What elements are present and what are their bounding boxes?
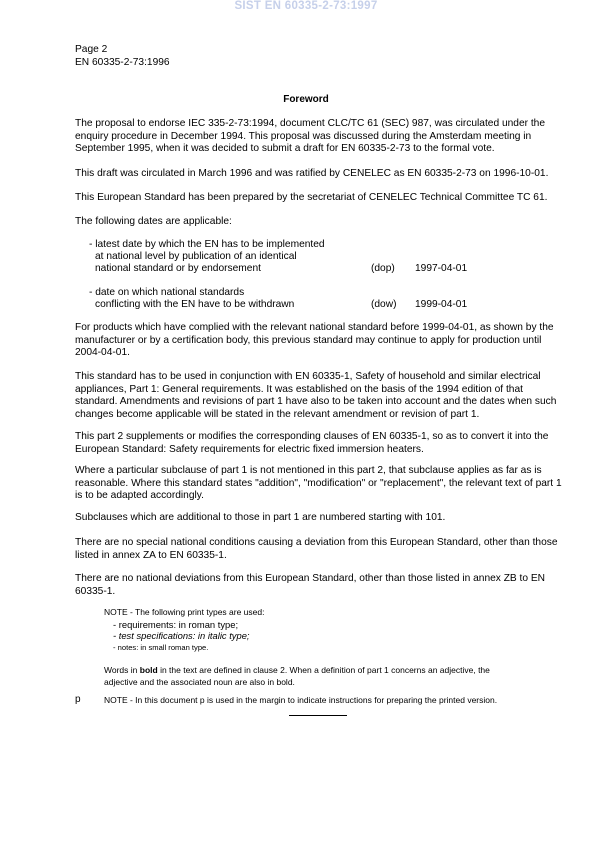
paragraph-conjunction: This standard has to be used in conjunction with EN 60335-1, Safety of household and similar electrical appliances, Part 1: General requirements. It was established on the basis of the 1994 edition of that standard. Amendments and revisions of part 1 have also to be taken into account and the dates when such changes become applicable will be stated in the relevant amendment or revision of part 1. (75, 371, 557, 420)
bold-words-before: Words in (104, 665, 140, 675)
paragraph-transition: For products which have complied with the relevant national standard before 1999-04-01, as shown by the manufacturer or by a certification body, this previous standard may continue to apply for production until 2004-04-01. (75, 322, 554, 358)
page-number: Page 2 (75, 44, 108, 55)
margin-marker: p (75, 694, 81, 705)
paragraph-national-deviations: There are no national deviations from this European Standard, other than those listed in annex ZB to EN 60335-1. (75, 573, 546, 597)
paragraph-subclause: Where a particular subclause of part 1 is not mentioned in this part 2, that subclause applies as far as is reasonable. Where this standard states "addition", "modification" or "replacement", the relevant text of part 1 is to be adapted accordingly. (75, 465, 562, 501)
note-heading: NOTE - The following print types are used: (104, 607, 265, 617)
dow-line-2: conflicting with the EN have to be withdrawn (95, 299, 295, 310)
dop-abbr: (dop) (371, 263, 395, 274)
dop-line-1: - latest date by which the EN has to be implemented (89, 239, 325, 250)
dop-line-2: at national level by publication of an identical (95, 251, 297, 262)
standard-number: EN 60335-2-73:1996 (75, 56, 170, 68)
paragraph-special-conditions: There are no special national conditions causing a deviation from this European Standard, other than those listed in annex ZA to EN 60335-1. (75, 537, 558, 561)
note-item-notes: - notes: in small roman type. (113, 642, 209, 652)
page-title: Foreword (283, 94, 329, 105)
bold-words-bold: bold (139, 665, 158, 675)
dop-line-3: national standard or by endorsement (95, 263, 261, 274)
bold-words-line-2: adjective and the associated noun are also in bold. (104, 676, 295, 687)
print-types-note (104, 607, 574, 653)
bold-words-line-1 (104, 665, 574, 677)
watermark: SIST EN 60335-2-73:1997 (234, 0, 378, 12)
dow-date: 1999-04-01 (415, 299, 468, 310)
dow-abbr: (dow) (371, 299, 397, 310)
margin-note: NOTE - In this document p is used in the margin to indicate instructions for preparing the printed version. (104, 695, 498, 705)
paragraph-dates-intro: The following dates are applicable: (75, 216, 232, 227)
note-item-requirements: - requirements: in roman type; (113, 618, 239, 630)
end-rule (289, 715, 347, 716)
bold-words-after: in the text are defined in clause 2. When a definition of part 1 concerns an adjective, the (157, 665, 490, 675)
dop-date: 1997-04-01 (415, 263, 468, 274)
dow-line-1: - date on which national standards (89, 287, 245, 298)
paragraph-proposal: The proposal to endorse IEC 335-2-73:1994, document CLC/TC 61 (SEC) 987, was circulated under the enquiry procedure in December 1994. This proposal was discussed during the Amsterdam meeting in September 1995, when it was decided to submit a draft for EN 60335-2-73 to the formal vote. (75, 118, 546, 154)
note-item-test-specifications: - test specifications: in italic type; (113, 630, 250, 641)
bold-words-note (104, 665, 574, 688)
paragraph-supplements: This part 2 supplements or modifies the corresponding clauses of EN 60335-1, so as to convert it into the European Standard: Safety requirements for electric fixed immersion heaters. (75, 431, 549, 455)
page-header (75, 44, 170, 69)
paragraph-draft: This draft was circulated in March 1996 and was ratified by CENELEC as EN 60335-2-73 on 1996-10-01. (75, 168, 549, 179)
paragraph-secretariat: This European Standard has been prepared by the secretariat of CENELEC Technical Committee TC 61. (75, 192, 548, 203)
paragraph-numbering: Subclauses which are additional to those in part 1 are numbered starting with 101. (75, 512, 446, 523)
